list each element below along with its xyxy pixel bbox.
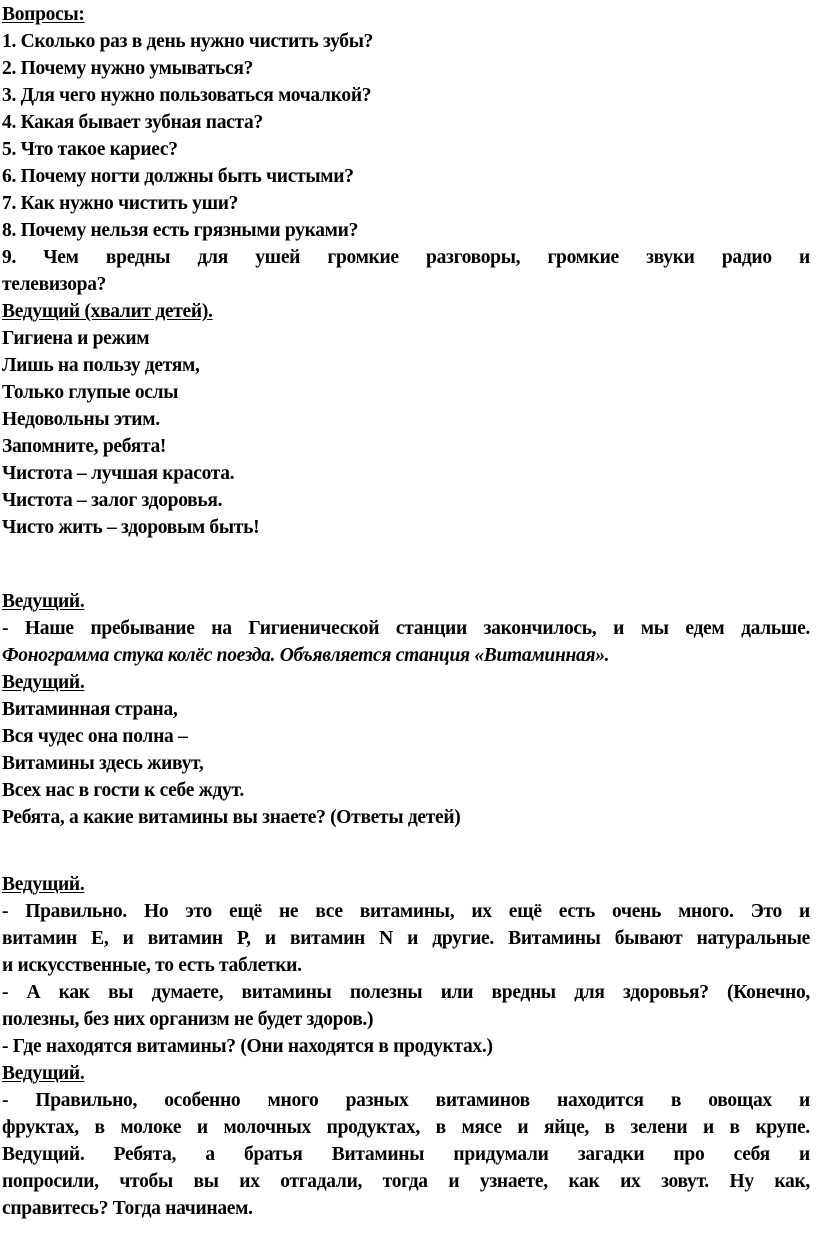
questions-heading: Вопросы: — [2, 4, 85, 25]
poem-line: Всех нас в гости к себе ждут. — [2, 780, 244, 801]
dialogue-line: - Правильно. Но это ещё не все витамины, их ещё есть очень много. Это и — [2, 901, 810, 922]
poem-line: Чисто жить – здоровым быть! — [2, 517, 260, 538]
dialogue-line: полезны, без них организм не будет здоров.) — [2, 1009, 374, 1030]
dialogue-line: фруктах, в молоке и молочных продуктах, в мясе и яйце, в зелени и в крупе. — [2, 1117, 810, 1138]
dialogue-line: - Наше пребывание на Гигиенической станции закончилось, и мы едем дальше. — [2, 618, 810, 639]
question-item: 5. Что такое кариес? — [2, 139, 178, 160]
dialogue-line: попросили, чтобы вы их отгадали, тогда и узнаете, как их зовут. Ну как, — [2, 1171, 810, 1192]
dialogue-line: - А как вы думаете, витамины полезны или вредны для здоровья? (Конечно, — [2, 982, 810, 1003]
question-item: 8. Почему нельзя есть грязными руками? — [2, 220, 359, 241]
poem-line: Чистота – лучшая красота. — [2, 463, 235, 484]
question-item: 3. Для чего нужно пользоваться мочалкой? — [2, 85, 372, 106]
poem-line: Витамины здесь живут, — [2, 753, 204, 774]
question-item: 4. Какая бывает зубная паста? — [2, 112, 263, 133]
speaker-label: Ведущий (хвалит детей). — [2, 301, 213, 322]
poem-line: Запомните, ребята! — [2, 436, 167, 457]
poem-line: Только глупые ослы — [2, 382, 179, 403]
dialogue-line: - Правильно, особенно много разных витаминов находится в овощах и — [2, 1090, 810, 1111]
poem-line: Чистота – залог здоровья. — [2, 490, 223, 511]
poem-line: Гигиена и режим — [2, 328, 150, 349]
dialogue-line: и искусственные, то есть таблетки. — [2, 955, 302, 976]
question-item: 1. Сколько раз в день нужно чистить зубы? — [2, 31, 374, 52]
speaker-label: Ведущий. — [2, 874, 85, 895]
question-item: 9. Чем вредны для ушей громкие разговоры, громкие звуки радио и — [2, 247, 810, 268]
question-item: 7. Как нужно чистить уши? — [2, 193, 239, 214]
dialogue-line: Ребята, а какие витамины вы знаете? (Ответы детей) — [2, 807, 461, 828]
speaker-label: Ведущий. — [2, 1063, 85, 1084]
poem-line: Витаминная страна, — [2, 699, 178, 720]
stage-direction: Фонограмма стука колёс поезда. Объявляется станция «Витаминная». — [2, 645, 610, 666]
dialogue-line: витамин Е, и витамин Р, и витамин N и другие. Витамины бывают натуральные — [2, 928, 810, 949]
poem-line: Недовольны этим. — [2, 409, 160, 430]
poem-line: Лишь на пользу детям, — [2, 355, 200, 376]
question-item: 6. Почему ногти должны быть чистыми? — [2, 166, 354, 187]
speaker-label: Ведущий. — [2, 591, 85, 612]
dialogue-line: Ведущий. Ребята, а братья Витамины придумали загадки про себя и — [2, 1144, 810, 1165]
dialogue-line: справитесь? Тогда начинаем. — [2, 1198, 253, 1219]
question-item-continuation: телевизора? — [2, 274, 107, 295]
dialogue-line: - Где находятся витамины? (Они находятся в продуктах.) — [2, 1036, 493, 1057]
question-item: 2. Почему нужно умываться? — [2, 58, 254, 79]
poem-line: Вся чудес она полна – — [2, 726, 188, 747]
speaker-label: Ведущий. — [2, 672, 85, 693]
